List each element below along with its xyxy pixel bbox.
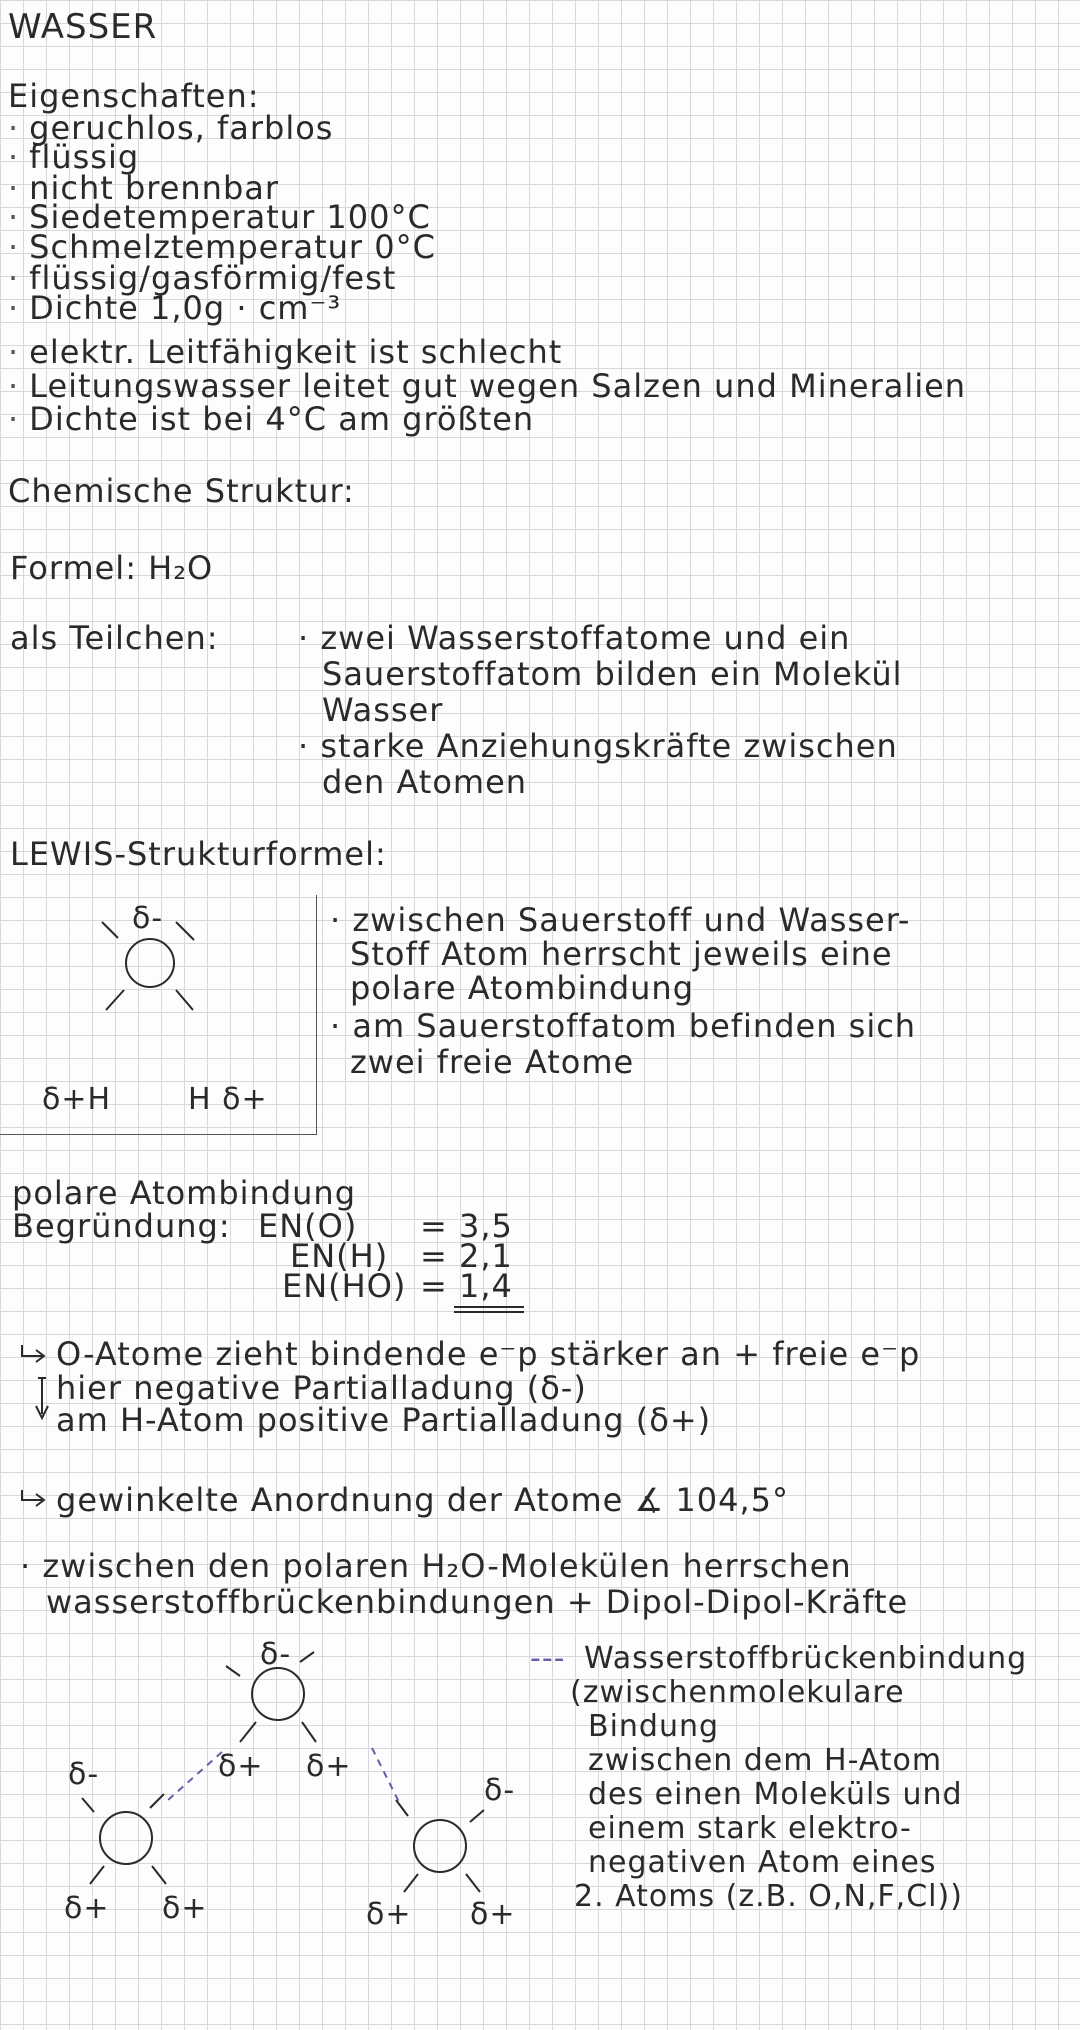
page-title: WASSER bbox=[8, 7, 158, 47]
begruendung-label: Begründung: bbox=[12, 1207, 231, 1245]
struktur-heading: Chemische Struktur: bbox=[8, 472, 355, 510]
formel: Formel: H₂O bbox=[10, 549, 214, 587]
teilchen-line: Sauerstoffatom bilden ein Molekül bbox=[322, 655, 903, 693]
erklaerung-line: O-Atome zieht bindende e⁻p stärker an + freie e⁻p bbox=[56, 1335, 921, 1373]
legend-line: Bindung bbox=[588, 1709, 720, 1744]
delta-plus-label: δ+ bbox=[366, 1897, 412, 1932]
teilchen-line: · zwei Wasserstoffatome und ein bbox=[298, 619, 851, 657]
list-item: · Siedetemperatur 100°C bbox=[8, 201, 431, 233]
eigenschaften-heading: Eigenschaften: bbox=[8, 77, 260, 115]
legend-dash: --- bbox=[530, 1641, 566, 1676]
oxygen-atom-right bbox=[414, 1820, 466, 1872]
delta-minus-top: δ- bbox=[260, 1637, 292, 1672]
lewis-heading: LEWIS-Strukturformel: bbox=[10, 835, 387, 873]
list-item: · elektr. Leitfähigkeit ist schlecht bbox=[8, 336, 562, 368]
lewis-note: polare Atombindung bbox=[350, 969, 694, 1007]
lewis-note: · am Sauerstoffatom befinden sich bbox=[330, 1007, 917, 1045]
legend-line: negativen Atom eines bbox=[588, 1845, 937, 1880]
oxygen-atom-left bbox=[100, 1812, 152, 1864]
delta-plus-label: δ+ bbox=[470, 1897, 516, 1932]
erklaerung-line: · zwischen den polaren H₂O-Molekülen herrschen bbox=[20, 1547, 852, 1585]
erklaerung-line: am H-Atom positive Partialladung (δ+) bbox=[56, 1401, 712, 1439]
lewis-note: zwei freie Atome bbox=[350, 1043, 635, 1081]
legend-line: Wasserstoffbrückenbindung bbox=[584, 1641, 1028, 1676]
erklaerung-line: wasserstoffbrückenbindungen + Dipol-Dipol-Kräfte bbox=[46, 1583, 909, 1621]
lewis-note: Stoff Atom herrscht jeweils eine bbox=[350, 935, 893, 973]
list-item: · Schmelztemperatur 0°C bbox=[8, 231, 436, 263]
list-item: · Dichte 1,0g · cm⁻³ bbox=[8, 292, 341, 324]
list-item: · Leitungswasser leitet gut wegen Salzen und Mineralien bbox=[8, 370, 966, 402]
delta-plus-label: δ+ bbox=[306, 1749, 352, 1784]
delta-minus-right: δ- bbox=[484, 1773, 516, 1808]
lewis-note: · zwischen Sauerstoff und Wasser- bbox=[330, 901, 911, 939]
en-label: EN(HO) bbox=[282, 1267, 407, 1305]
delta-minus-left: δ- bbox=[68, 1757, 100, 1792]
teilchen-line: Wasser bbox=[322, 691, 444, 729]
list-item: · geruchlos, farblos bbox=[8, 112, 333, 144]
legend-line: (zwischenmolekulare bbox=[570, 1675, 905, 1710]
delta-plus-label: δ+ bbox=[162, 1891, 208, 1926]
en-label: EN(O) bbox=[258, 1207, 358, 1245]
teilchen-line: den Atomen bbox=[322, 763, 528, 801]
hbond-right bbox=[372, 1748, 400, 1804]
delta-plus-h-right: H δ+ bbox=[188, 1082, 268, 1117]
en-label: EN(H) bbox=[290, 1237, 389, 1275]
legend-line: zwischen dem H-Atom bbox=[588, 1743, 943, 1778]
legend-line: 2. Atoms (z.B. O,N,F,Cl)) bbox=[574, 1879, 963, 1914]
list-item: · flüssig bbox=[8, 141, 139, 173]
list-item: · Dichte ist bei 4°C am größten bbox=[8, 403, 534, 435]
delta-minus-label: δ- bbox=[132, 901, 164, 936]
hbond-left bbox=[168, 1752, 222, 1800]
legend-line: einem stark elektro- bbox=[588, 1811, 912, 1846]
en-value: = 3,5 bbox=[420, 1207, 513, 1245]
list-item: · flüssig/gasförmig/fest bbox=[8, 262, 396, 294]
oxygen-atom-top bbox=[252, 1668, 304, 1720]
legend-line: des einen Moleküls und bbox=[588, 1777, 963, 1812]
erklaerung-line: gewinkelte Anordnung der Atome ∡ 104,5° bbox=[56, 1481, 789, 1519]
erklaerung-line: hier negative Partialladung (δ-) bbox=[56, 1369, 587, 1407]
delta-plus-label: δ+ bbox=[218, 1749, 264, 1784]
en-value: = 1,4 bbox=[420, 1267, 513, 1305]
delta-plus-h-left: δ+H bbox=[42, 1082, 112, 1117]
en-value: = 2,1 bbox=[420, 1237, 513, 1275]
teilchen-line: · starke Anziehungskräfte zwischen bbox=[298, 727, 898, 765]
list-item: · nicht brennbar bbox=[8, 172, 279, 204]
delta-plus-label: δ+ bbox=[64, 1891, 110, 1926]
teilchen-label: als Teilchen: bbox=[10, 619, 219, 657]
bindung-heading: polare Atombindung bbox=[12, 1174, 356, 1212]
